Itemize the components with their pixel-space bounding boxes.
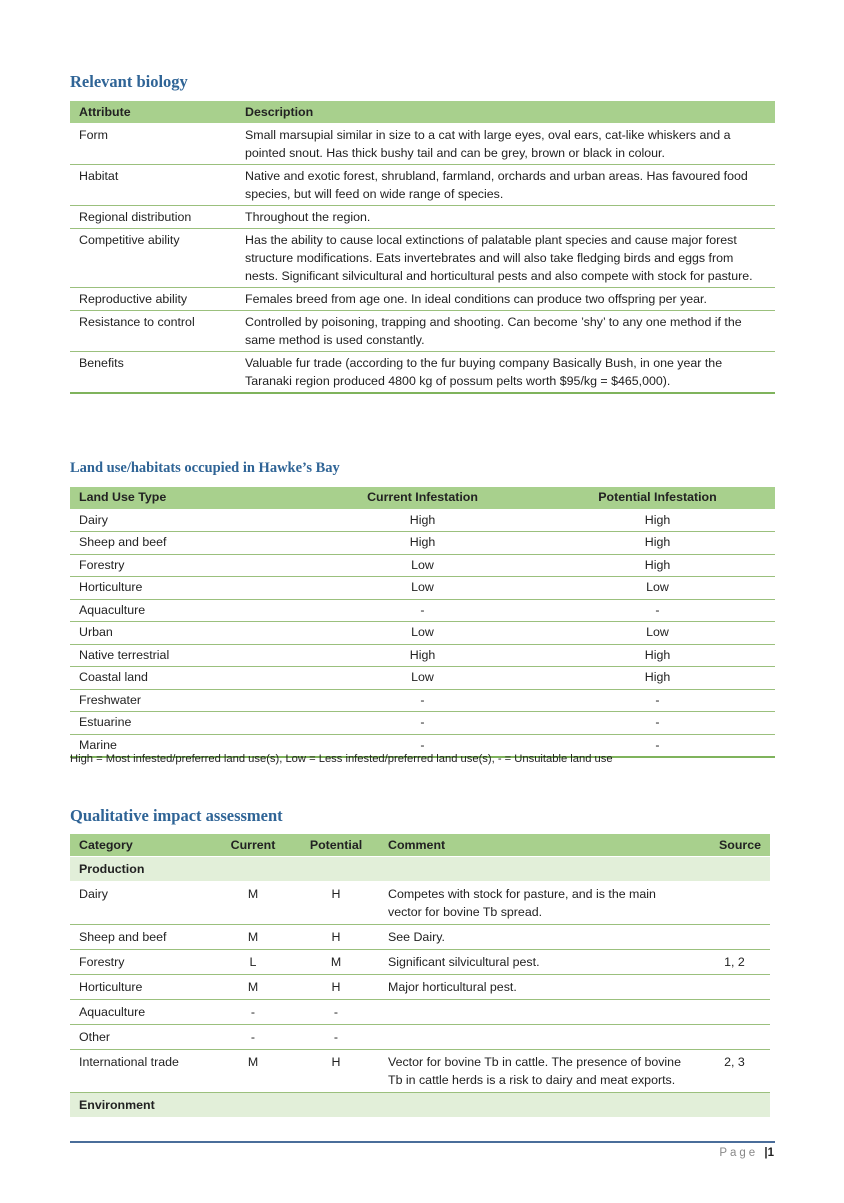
category-cell: Sheep and beef: [70, 925, 213, 950]
column-header: Category: [70, 834, 213, 857]
description-cell: Females breed from age one. In ideal conditions can produce two offspring per year.: [236, 288, 775, 311]
table-row: [70, 229, 775, 288]
potential-cell: High: [540, 667, 775, 690]
table-row: [70, 554, 775, 577]
land-use-cell: Urban: [70, 622, 305, 645]
comment-cell: [379, 1025, 699, 1050]
potential-cell: -: [293, 1000, 379, 1025]
potential-cell: High: [540, 554, 775, 577]
page-number-value: 1: [767, 1147, 774, 1159]
land-use-cell: Marine: [70, 734, 305, 757]
current-cell: High: [305, 509, 540, 532]
land-use-cell: Coastal land: [70, 667, 305, 690]
section-label: Environment: [70, 1093, 770, 1118]
comment-cell: [379, 1000, 699, 1025]
source-cell: [699, 1000, 770, 1025]
table-row: [70, 644, 775, 667]
table-row: [70, 288, 775, 311]
current-cell: L: [213, 950, 293, 975]
attribute-cell: Habitat: [70, 165, 236, 206]
section-row-environment: [70, 1093, 770, 1118]
table-header-row: [70, 834, 770, 857]
table-row: [70, 667, 775, 690]
landuse-legend-note: High = Most infested/preferred land use(s), Low = Less infested/preferred land use(s), - = Unsuitable land use: [70, 753, 613, 765]
current-cell: -: [213, 1025, 293, 1050]
current-cell: M: [213, 1050, 293, 1093]
comment-cell: Major horticultural pest.: [379, 975, 699, 1000]
impact-heading: Qualitative impact assessment: [70, 806, 283, 825]
potential-cell: Low: [540, 577, 775, 600]
comment-cell: Vector for bovine Tb in cattle. The presence of bovine Tb in cattle herds is a risk to dairy and meat exports.: [379, 1050, 699, 1093]
source-cell: 2, 3: [699, 1050, 770, 1093]
description-cell: Throughout the region.: [236, 206, 775, 229]
category-cell: Horticulture: [70, 975, 213, 1000]
potential-cell: -: [293, 1025, 379, 1050]
land-use-cell: Dairy: [70, 509, 305, 532]
description-cell: Small marsupial similar in size to a cat with large eyes, oval ears, cat-like whiskers and a pointed snout. Has thick bushy tail and can be grey, brown or black in colour.: [236, 124, 775, 165]
land-use-cell: Estuarine: [70, 712, 305, 735]
column-header: Potential Infestation: [540, 487, 775, 509]
potential-cell: -: [540, 734, 775, 757]
land-use-cell: Forestry: [70, 554, 305, 577]
table-header-row: [70, 101, 775, 124]
column-header: Current: [213, 834, 293, 857]
land-use-cell: Sheep and beef: [70, 532, 305, 555]
category-cell: Other: [70, 1025, 213, 1050]
column-header: Description: [236, 101, 775, 124]
category-cell: Aquaculture: [70, 1000, 213, 1025]
table-row: [70, 206, 775, 229]
biology-heading: Relevant biology: [70, 72, 188, 91]
source-cell: [699, 925, 770, 950]
attribute-cell: Regional distribution: [70, 206, 236, 229]
land-use-cell: Horticulture: [70, 577, 305, 600]
potential-cell: H: [293, 882, 379, 925]
table-row: [70, 622, 775, 645]
table-row: [70, 352, 775, 394]
land-use-cell: Native terrestrial: [70, 644, 305, 667]
table-row: [70, 532, 775, 555]
column-header: Source: [699, 834, 770, 857]
table-row: [70, 165, 775, 206]
current-cell: -: [305, 599, 540, 622]
table-header-row: [70, 487, 775, 509]
category-cell: Dairy: [70, 882, 213, 925]
current-cell: High: [305, 644, 540, 667]
land-use-cell: Freshwater: [70, 689, 305, 712]
description-cell: Has the ability to cause local extinctions of palatable plant species and cause major forest structure modifications. Eats invertebrates and will also take fledging birds and eggs from nests. Significant silvicultural and horticultural pests and also compete with stock for pasture.: [236, 229, 775, 288]
table-row: [70, 124, 775, 165]
biology-table: [70, 101, 775, 394]
attribute-cell: Form: [70, 124, 236, 165]
table-row: [70, 925, 770, 950]
attribute-cell: Competitive ability: [70, 229, 236, 288]
current-cell: Low: [305, 667, 540, 690]
table-row: [70, 311, 775, 352]
potential-cell: H: [293, 1050, 379, 1093]
potential-cell: -: [540, 712, 775, 735]
current-cell: -: [213, 1000, 293, 1025]
comment-cell: Significant silvicultural pest.: [379, 950, 699, 975]
current-cell: M: [213, 882, 293, 925]
potential-cell: High: [540, 532, 775, 555]
category-cell: International trade: [70, 1050, 213, 1093]
table-row: [70, 712, 775, 735]
page-label: Page: [719, 1147, 759, 1159]
table-row: [70, 509, 775, 532]
land-use-cell: Aquaculture: [70, 599, 305, 622]
comment-cell: See Dairy.: [379, 925, 699, 950]
column-header: Attribute: [70, 101, 236, 124]
category-cell: Forestry: [70, 950, 213, 975]
table-row: [70, 577, 775, 600]
description-cell: Controlled by poisoning, trapping and shooting. Can become ’shy’ to any one method if the same method is used constantly.: [236, 311, 775, 352]
potential-cell: H: [293, 925, 379, 950]
source-cell: [699, 882, 770, 925]
landuse-table: [70, 487, 775, 758]
table-row: [70, 1025, 770, 1050]
current-cell: -: [305, 689, 540, 712]
section-label: Production: [70, 857, 770, 882]
table-row: [70, 599, 775, 622]
potential-cell: M: [293, 950, 379, 975]
footer-rule: [70, 1141, 775, 1143]
section-row-production: [70, 857, 770, 882]
column-header: Potential: [293, 834, 379, 857]
current-cell: Low: [305, 554, 540, 577]
comment-cell: Competes with stock for pasture, and is the main vector for bovine Tb spread.: [379, 882, 699, 925]
column-header: Land Use Type: [70, 487, 305, 509]
table-row: [70, 1000, 770, 1025]
source-cell: 1, 2: [699, 950, 770, 975]
potential-cell: -: [540, 689, 775, 712]
table-row: [70, 1050, 770, 1093]
table-row: [70, 975, 770, 1000]
source-cell: [699, 1025, 770, 1050]
page-number: [719, 1147, 774, 1159]
column-header: Comment: [379, 834, 699, 857]
description-cell: Valuable fur trade (according to the fur buying company Basically Bush, in one year the Taranaki region produced 4800 kg of possum pelts worth $95/kg = $465,000).: [236, 352, 775, 394]
current-cell: Low: [305, 622, 540, 645]
potential-cell: High: [540, 509, 775, 532]
attribute-cell: Reproductive ability: [70, 288, 236, 311]
attribute-cell: Benefits: [70, 352, 236, 394]
current-cell: M: [213, 975, 293, 1000]
current-cell: M: [213, 925, 293, 950]
attribute-cell: Resistance to control: [70, 311, 236, 352]
table-row: [70, 950, 770, 975]
current-cell: High: [305, 532, 540, 555]
current-cell: -: [305, 734, 540, 757]
potential-cell: -: [540, 599, 775, 622]
current-cell: -: [305, 712, 540, 735]
potential-cell: H: [293, 975, 379, 1000]
table-row: [70, 689, 775, 712]
current-cell: Low: [305, 577, 540, 600]
table-row: [70, 882, 770, 925]
impact-table: [70, 834, 770, 1118]
landuse-heading: Land use/habitats occupied in Hawke’s Bay: [70, 460, 340, 476]
potential-cell: Low: [540, 622, 775, 645]
page-separator: |: [764, 1147, 768, 1159]
column-header: Current Infestation: [305, 487, 540, 509]
source-cell: [699, 975, 770, 1000]
description-cell: Native and exotic forest, shrubland, farmland, orchards and urban areas. Has favoured food species, but will feed on wide range of species.: [236, 165, 775, 206]
potential-cell: High: [540, 644, 775, 667]
